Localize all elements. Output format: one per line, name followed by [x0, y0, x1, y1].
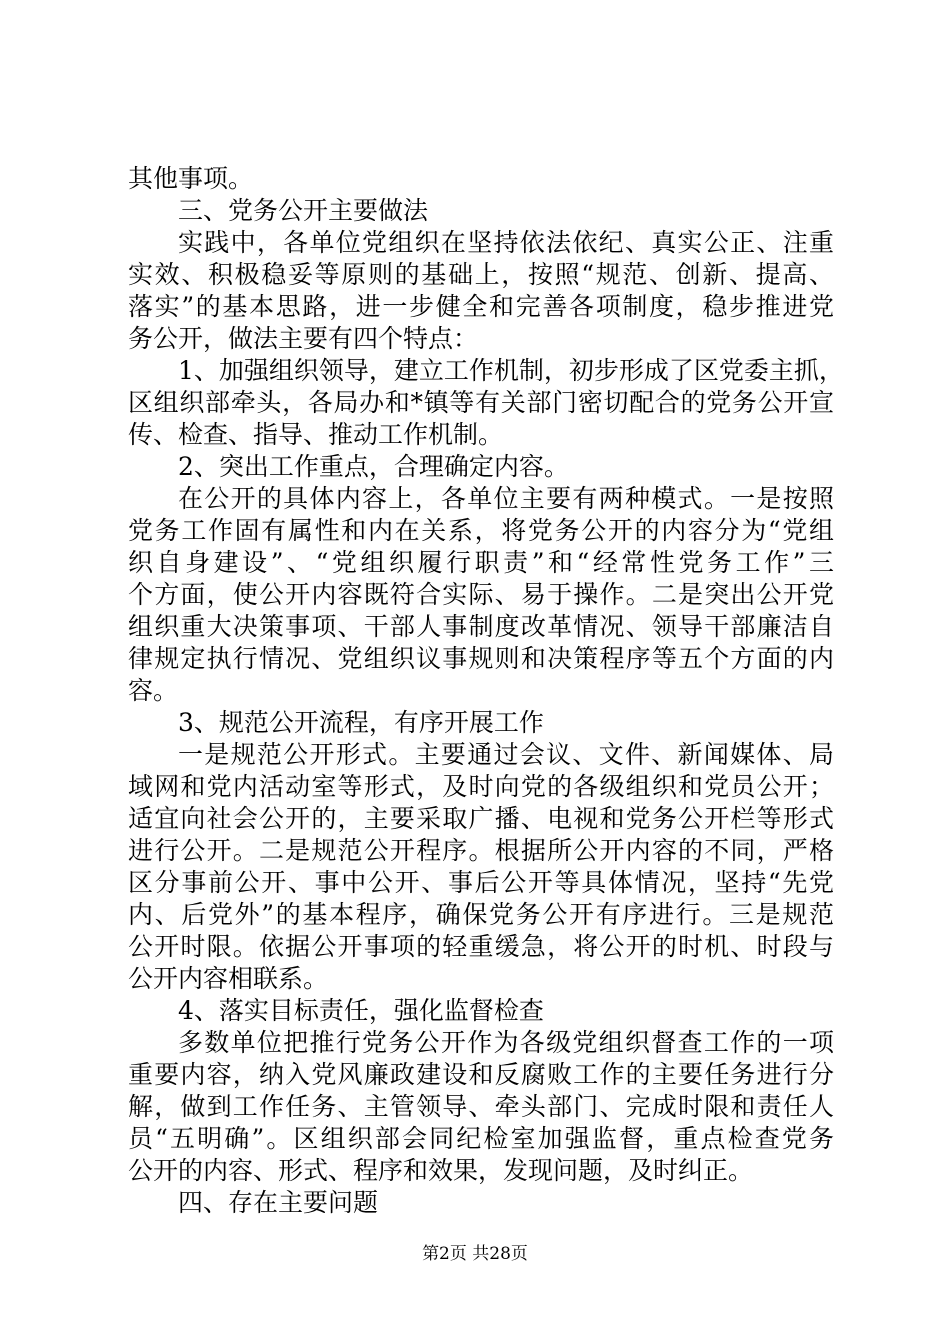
text-line: 适宜向社会公开的，主要采取广播、电视和党务公开栏等形式: [128, 804, 834, 833]
text-line: 4、落实目标责任，强化监督检查: [178, 996, 544, 1025]
text-line: 内、后党外”的基本程序，确保党务公开有序进行。三是规范: [128, 900, 834, 929]
text-line: 律规定执行情况、党组织议事规则和决策程序等五个方面的内: [128, 644, 834, 673]
text-line: 实践中，各单位党组织在坚持依法依纪、真实公正、注重: [178, 228, 834, 257]
text-line: 传、检查、指导、推动工作机制。: [128, 420, 504, 449]
text-line: 在公开的具体内容上，各单位主要有两种模式。一是按照: [178, 484, 834, 513]
text-line: 三、党务公开主要做法: [178, 196, 429, 225]
text-line: 重要内容，纳入党风廉政建设和反腐败工作的主要任务进行分: [128, 1060, 834, 1089]
text-line: 解，做到工作任务、主管领导、牵头部门、完成时限和责任人: [128, 1092, 834, 1121]
text-line: 1、加强组织领导，建立工作机制，初步形成了区党委主抓，: [178, 356, 844, 385]
text-line: 域网和党内活动室等形式，及时向党的各级组织和党员公开；: [128, 772, 834, 801]
text-line: 党务工作固有属性和内在关系，将党务公开的内容分为“党组: [128, 516, 834, 545]
text-line: 员“五明确”。区组织部会同纪检室加强监督，重点检查党务: [128, 1124, 834, 1153]
text-line: 其他事项。: [128, 164, 254, 193]
text-line: 多数单位把推行党务公开作为各级党组织督查工作的一项: [178, 1028, 834, 1057]
text-line: 四、存在主要问题: [178, 1188, 379, 1217]
text-line: 2、突出工作重点，合理确定内容。: [178, 452, 569, 481]
text-line: 实效、积极稳妥等原则的基础上，按照“规范、创新、提高、: [128, 260, 834, 289]
text-line: 3、规范公开流程，有序开展工作: [178, 708, 544, 737]
text-line: 织自身建设”、“党组织履行职责”和“经常性党务工作”三: [128, 548, 834, 577]
page-footer: 第2页 共28页: [422, 1244, 528, 1264]
text-line: 个方面，使公开内容既符合实际、易于操作。二是突出公开党: [128, 580, 834, 609]
text-line: 区分事前公开、事中公开、事后公开等具体情况，坚持“先党: [128, 868, 834, 897]
document-body: [128, 163, 844, 1219]
text-line: 落实”的基本思路，进一步健全和完善各项制度，稳步推进党: [128, 292, 834, 321]
text-line: 公开时限。依据公开事项的轻重缓急，将公开的时机、时段与: [128, 932, 834, 961]
text-line: 一是规范公开形式。主要通过会议、文件、新闻媒体、局: [178, 740, 834, 769]
text-line: 区组织部牵头，各局办和*镇等有关部门密切配合的党务公开宣: [128, 388, 834, 417]
text-line: 组织重大决策事项、干部人事制度改革情况、领导干部廉洁自: [128, 612, 834, 641]
text-line: 公开的内容、形式、程序和效果，发现问题，及时纠正。: [128, 1156, 754, 1185]
text-line: 容。: [128, 676, 179, 705]
text-line: 务公开，做法主要有四个特点：: [128, 324, 479, 353]
text-line: 公开内容相联系。: [128, 964, 329, 993]
text-line: 进行公开。二是规范公开程序。根据所公开内容的不同，严格: [128, 836, 834, 865]
